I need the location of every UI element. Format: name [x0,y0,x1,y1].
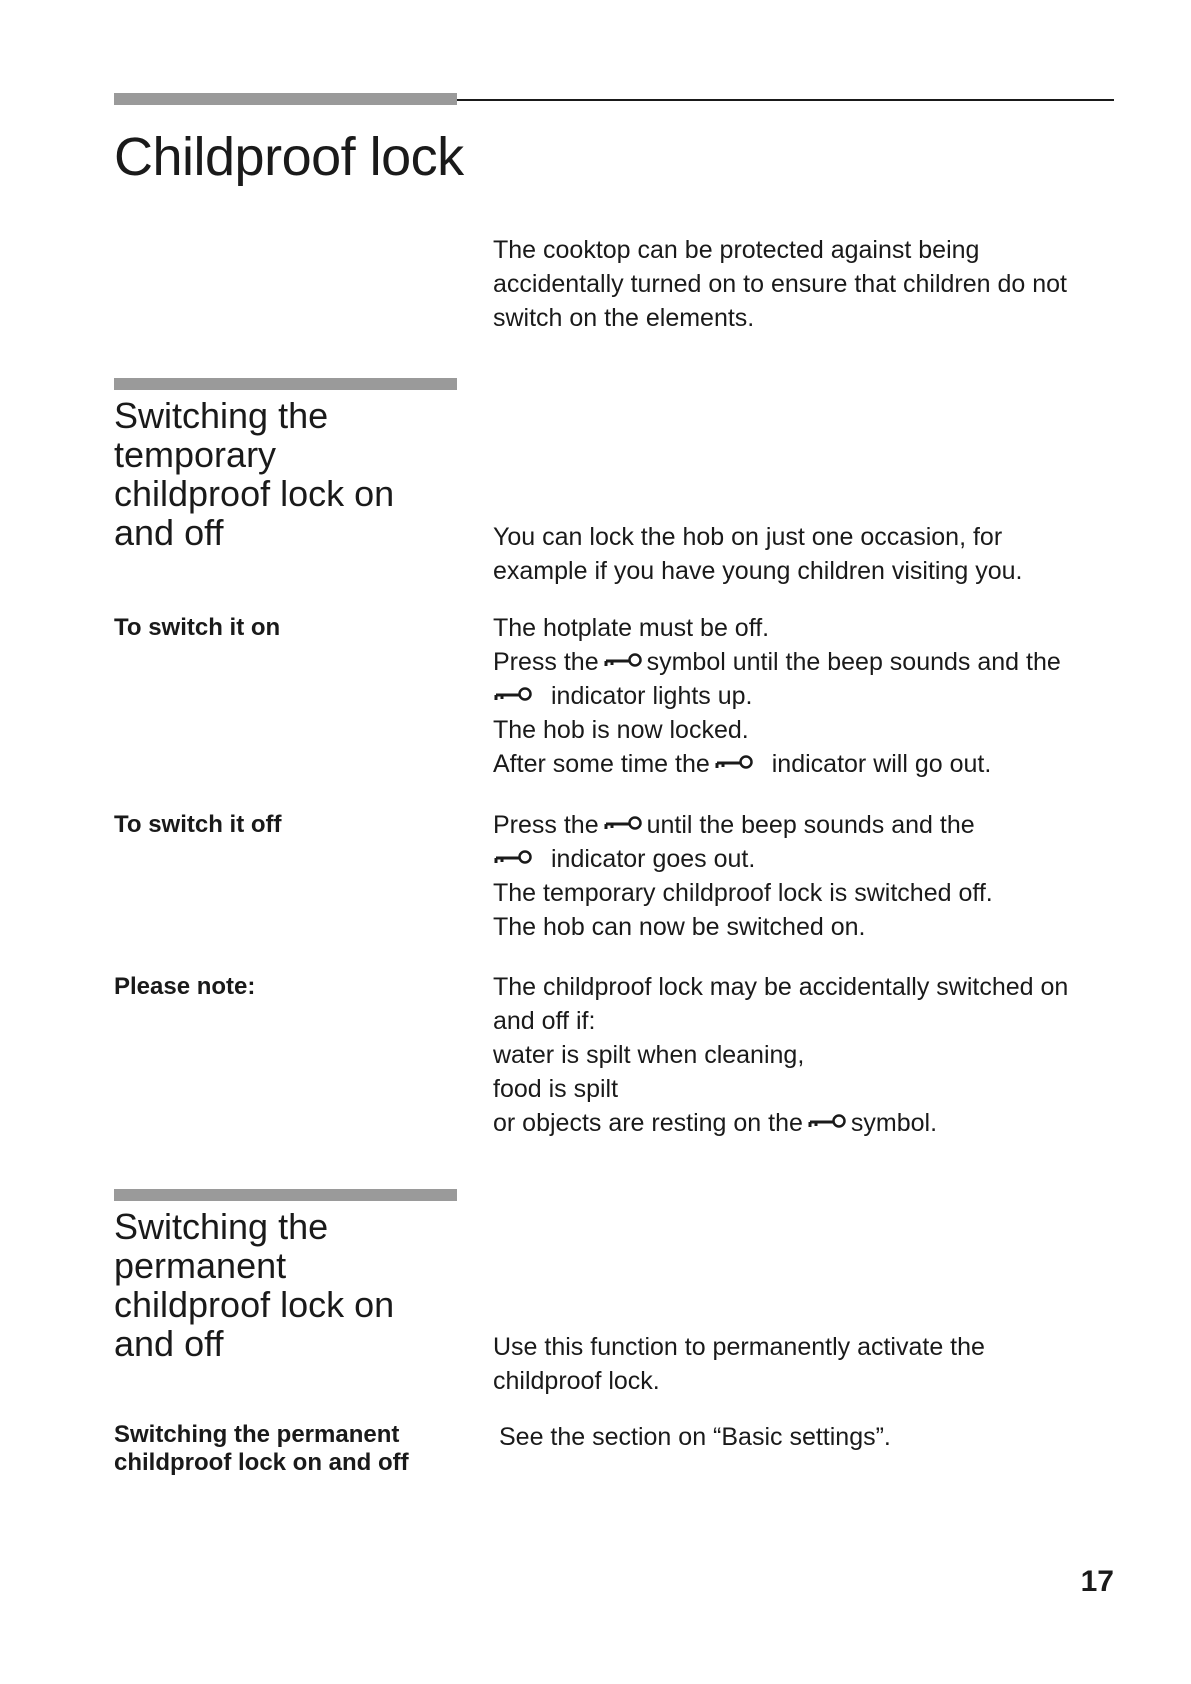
key-icon [493,849,533,867]
switch-off-text: Press the until the beep sounds and the indicator goes out. The temporary childproof lock is switched off. The hob can now be switched on. [493,811,993,941]
note-label: Please note: [114,973,256,1000]
switch-on-label: To switch it on [114,614,281,641]
intro-text: The cooktop can be protected against being accidentally turned on to ensure that children do not switch on the elements. [493,236,1067,332]
permanent-sub-label: Switching the permanent childproof lock on and off [114,1421,409,1476]
page-title: Childproof lock [114,127,464,187]
switch-off-label: To switch it off [114,811,282,838]
temporary-intro: You can lock the hob on just one occasion, for example if you have young children visiting you. [493,523,1023,585]
key-icon [807,1113,847,1131]
permanent-sub-text: See the section on “Basic settings”. [499,1423,891,1451]
page-number: 17 [1080,1565,1114,1598]
key-icon [493,686,533,704]
section-bar-permanent [114,1189,457,1201]
section-heading-permanent: Switching the permanent childproof lock on and off [114,1206,395,1364]
key-icon [603,652,643,670]
section-heading-temporary: Switching the temporary childproof lock on and off [114,395,395,553]
section-bar-temporary [114,378,457,390]
switch-on-text: The hotplate must be off. Press the symbol until the beep sounds and the indicator lights up. The hob is now locked. After some time the indicator will go out. [493,614,1061,778]
key-icon [603,815,643,833]
permanent-intro: Use this function to permanently activate the childproof lock. [493,1333,985,1395]
title-bar [114,93,457,105]
note-text: The childproof lock may be accidentally switched on and off if: water is spilt when cleaning, food is spilt or objects are resting on the symbol. [493,973,1069,1137]
key-icon [714,754,754,772]
